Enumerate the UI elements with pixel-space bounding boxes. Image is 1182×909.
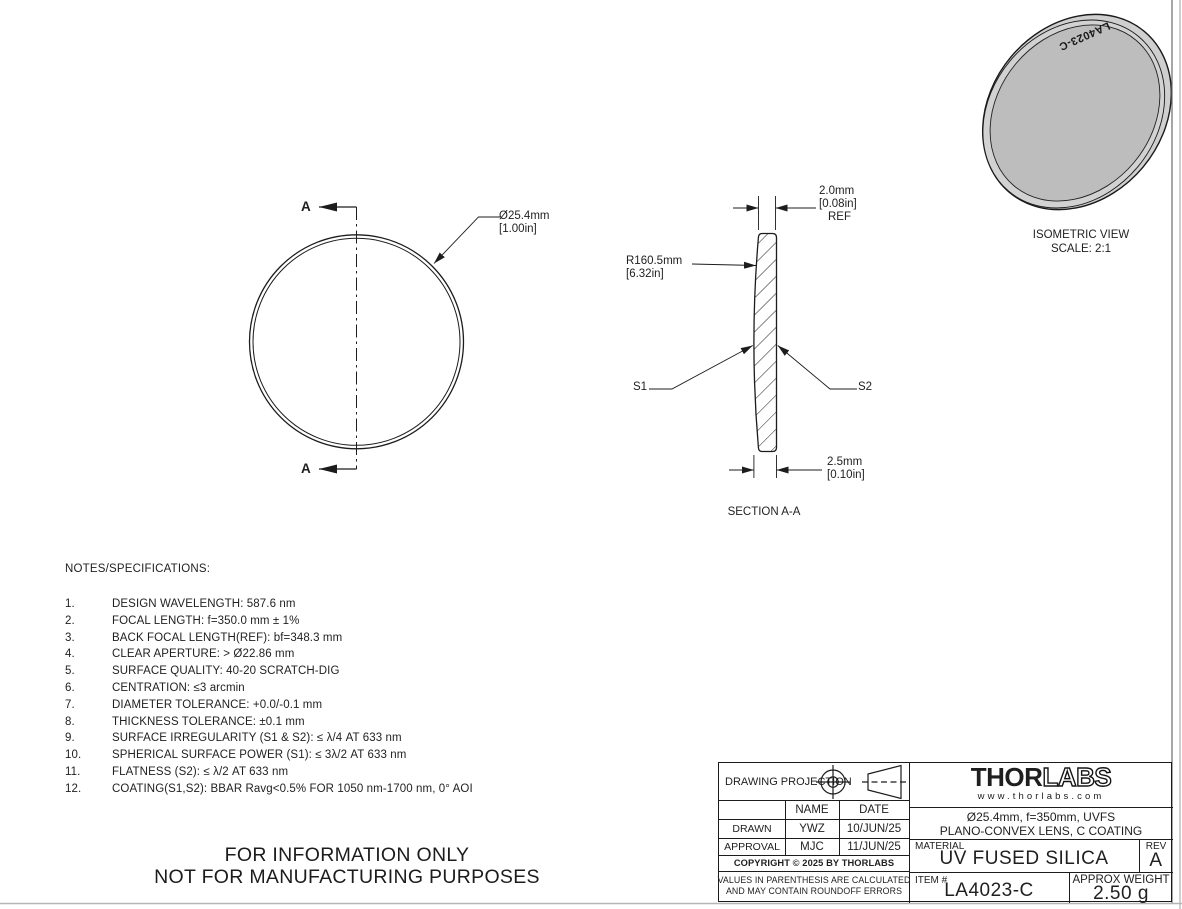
note-item: 7. DIAMETER TOLERANCE: +0.0/-0.1 mm [65,698,323,711]
drawn-label: DRAWN [732,822,772,835]
section-title: SECTION A-A [727,506,801,518]
surface1-label: S1 [633,381,648,393]
diameter-leader [434,217,500,264]
note-item: 4. CLEAR APERTURE: > Ø22.86 mm [65,648,295,661]
note-item: 12. COATING(S1,S2): BBAR Ravg<0.5% FOR 1050 nm-1700 nm, 0° AOI [65,782,473,795]
section-letter-bottom: A [301,461,311,476]
isometric-label [1028,229,1134,256]
name-header: NAME [795,803,829,816]
lens-engraving: LA4023-C [1056,19,1112,53]
center-thickness-in: [0.10in] [827,469,865,481]
title-block [718,762,1172,902]
diameter-dimension [499,210,550,236]
diameter-mm: Ø25.4mm [499,210,550,222]
stamp-line2: NOT FOR MANUFACTURING PURPOSES [154,866,540,888]
isometric-scale-text: SCALE: 2:1 [1050,242,1112,255]
description-line2: PLANO-CONVEX LENS, C COATING [939,824,1143,838]
center-thickness-dimension [827,456,865,482]
section-view [649,196,857,478]
note-item: 8. THICKNESS TOLERANCE: ±0.1 mm [65,715,305,728]
logo-thor: THOR [970,762,1043,792]
radius-in: [6.32in] [626,268,664,280]
note-item: 5. SURFACE QUALITY: 40-20 SCRATCH-DIG [65,665,340,678]
rev-value: A [1149,849,1163,871]
third-angle-projection-symbol [811,763,909,800]
disclaimer-line1: VALUES IN PARENTHESIS ARE CALCULATED [717,875,911,885]
disclaimer-line2: AND MAY CONTAIN ROUNDOFF ERRORS [725,885,903,896]
disclaimer [719,871,909,903]
weight-label: APPROX WEIGHT [1072,873,1170,886]
thorlabs-url: www.thorlabs.com [977,791,1105,802]
front-view [250,207,501,469]
approval-date: 11/JUN/25 [847,840,901,853]
note-item: 9. SURFACE IRREGULARITY (S1 & S2): ≤ λ/4 AT 633 nm [65,732,402,745]
surface2-label: S2 [858,381,873,393]
material-value: UV FUSED SILICA [939,848,1109,869]
notes-list [65,596,585,798]
weight-value: 2.50 g [1093,882,1149,904]
radius-mm: R160.5mm [626,255,683,267]
s2-leader [778,346,857,390]
stamp-line1: FOR INFORMATION ONLY [224,844,470,866]
projection-cell [725,768,852,796]
isometric-view [944,0,1182,248]
approval-name: MJC [800,840,824,853]
rev-label: REV [1145,840,1167,852]
description-line1: Ø25.4mm, f=350mm, UVFS [966,809,1116,824]
edge-thickness-mm: 2.0mm [819,185,855,197]
copyright-notice: COPYRIGHT © 2025 BY THORLABS [733,858,895,868]
note-item: 3. BACK FOCAL LENGTH(REF): bf=348.3 mm [65,631,343,644]
item-value: LA4023-C [944,880,1034,901]
section-letter-top: A [301,199,311,214]
diameter-in: [1.00in] [499,223,537,235]
information-only-stamp [147,844,547,888]
center-thickness-mm: 2.5mm [827,456,863,468]
drawn-date: 10/JUN/25 [846,822,902,835]
edge-thickness-dimension [819,185,857,224]
note-item: 1. DESIGN WAVELENGTH: 587.6 nm [65,598,296,610]
note-item: 11. FLATNESS (S2): ≤ λ/2 AT 633 nm [65,765,289,778]
edge-thickness-ref: REF [828,211,851,223]
lens-cross-section [754,234,777,452]
material-label: MATERIAL [915,840,965,852]
isometric-view-text: ISOMETRIC VIEW [1032,229,1130,241]
radius-dimension [626,255,682,281]
drawn-name: YWZ [799,822,825,835]
brand-cell [909,763,1173,807]
edge-thickness-in: [0.08in] [819,198,857,210]
logo-labs: LABS [1042,762,1112,792]
note-item: 10. SPHERICAL SURFACE POWER (S1): ≤ 3λ/2 AT 633 nm [65,749,407,762]
notes-section [65,563,585,798]
note-item: 2. FOCAL LENGTH: f=350.0 mm ± 1% [65,614,300,627]
approval-label: APPROVAL [724,840,780,853]
note-item: 6. CENTRATION: ≤3 arcmin [65,681,245,694]
part-description [909,807,1173,839]
item-label: ITEM # [915,874,948,886]
s1-leader [649,346,753,390]
radius-leader [692,264,756,266]
projection-label: DRAWING PROJECTION [725,775,852,788]
date-header: DATE [859,803,889,816]
notes-heading: NOTES/SPECIFICATIONS: [65,563,211,575]
thorlabs-logo [971,764,1111,791]
